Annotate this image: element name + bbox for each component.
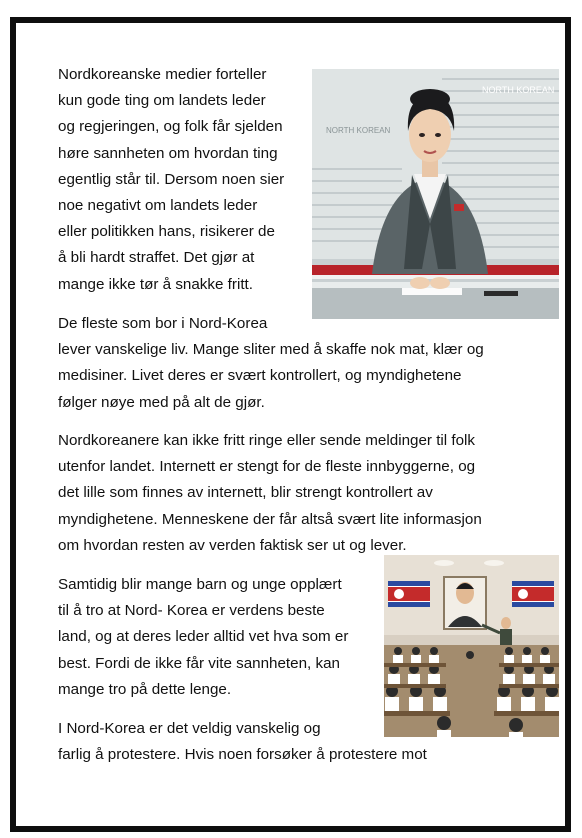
backdrop-text-1: NORTH KOREAN	[482, 85, 555, 95]
text-line: og regjeringen, og folk får sjelden	[58, 118, 283, 136]
text-line: land, og at deres leder alltid vet hva som er	[58, 628, 349, 646]
paragraph-2	[58, 311, 538, 416]
text-line: farlig å protestere. Hvis noen forsøker å protestere mot	[58, 746, 427, 764]
news-anchor-image	[312, 69, 559, 319]
text-line: å bli hardt straffet. Det gjør at	[58, 249, 255, 267]
news-anchor-illustration	[312, 69, 559, 319]
text-line: Nordkoreanske medier forteller	[58, 66, 267, 83]
text-line: høre sannheten om hvordan ting	[58, 144, 278, 162]
text-line: mange ikke tør å snakke fritt.	[58, 275, 253, 293]
text-line: medisiner. Livet deres er svært kontrollert, og myndighetene	[58, 367, 462, 385]
text-line: kun gode ting om landets leder	[58, 92, 266, 110]
text-line: myndighetene. Menneskene der får altså svært lite informasjon	[58, 510, 482, 528]
backdrop-text-2: NORTH KOREAN	[326, 126, 391, 135]
text-line: følger nøye med på alt de gjør.	[58, 393, 265, 411]
text-line: egentlig står til. Dersom noen sier	[58, 170, 285, 188]
paragraph-1	[58, 62, 318, 298]
text-line: mange tro på dette lenge.	[58, 680, 232, 698]
paragraph-3	[58, 428, 538, 559]
paragraph-4	[58, 572, 378, 703]
text-line: til å tro at Nord- Korea er verdens beste	[58, 602, 325, 620]
classroom-illustration	[384, 555, 559, 737]
text-line: Samtidig blir mange barn og unge opplært	[58, 576, 342, 593]
text-line: utenfor landet. Internett er stengt for de fleste innbyggerne, og	[58, 458, 476, 476]
text-line: best. Fordi de ikke får vite sannheten, kan	[58, 654, 340, 672]
text-line: noe negativt om landets leder	[58, 197, 258, 215]
text-line: De fleste som bor i Nord-Korea	[58, 315, 268, 332]
text-line: lever vanskelige liv. Mange sliter med å skaffe nok mat, klær og	[58, 341, 484, 359]
text-line: Nordkoreanere kan ikke fritt ringe eller sende meldinger til folk	[58, 432, 476, 449]
classroom-image	[384, 555, 559, 737]
text-line: det lille som finnes av internett, blir strengt kontrollert av	[58, 484, 433, 502]
text-line: eller politikken hans, risikerer de	[58, 223, 275, 241]
text-line: om hvordan resten av verden faktisk ser ut og lever.	[58, 536, 407, 554]
text-line: I Nord-Korea er det veldig vanskelig og	[58, 720, 321, 737]
